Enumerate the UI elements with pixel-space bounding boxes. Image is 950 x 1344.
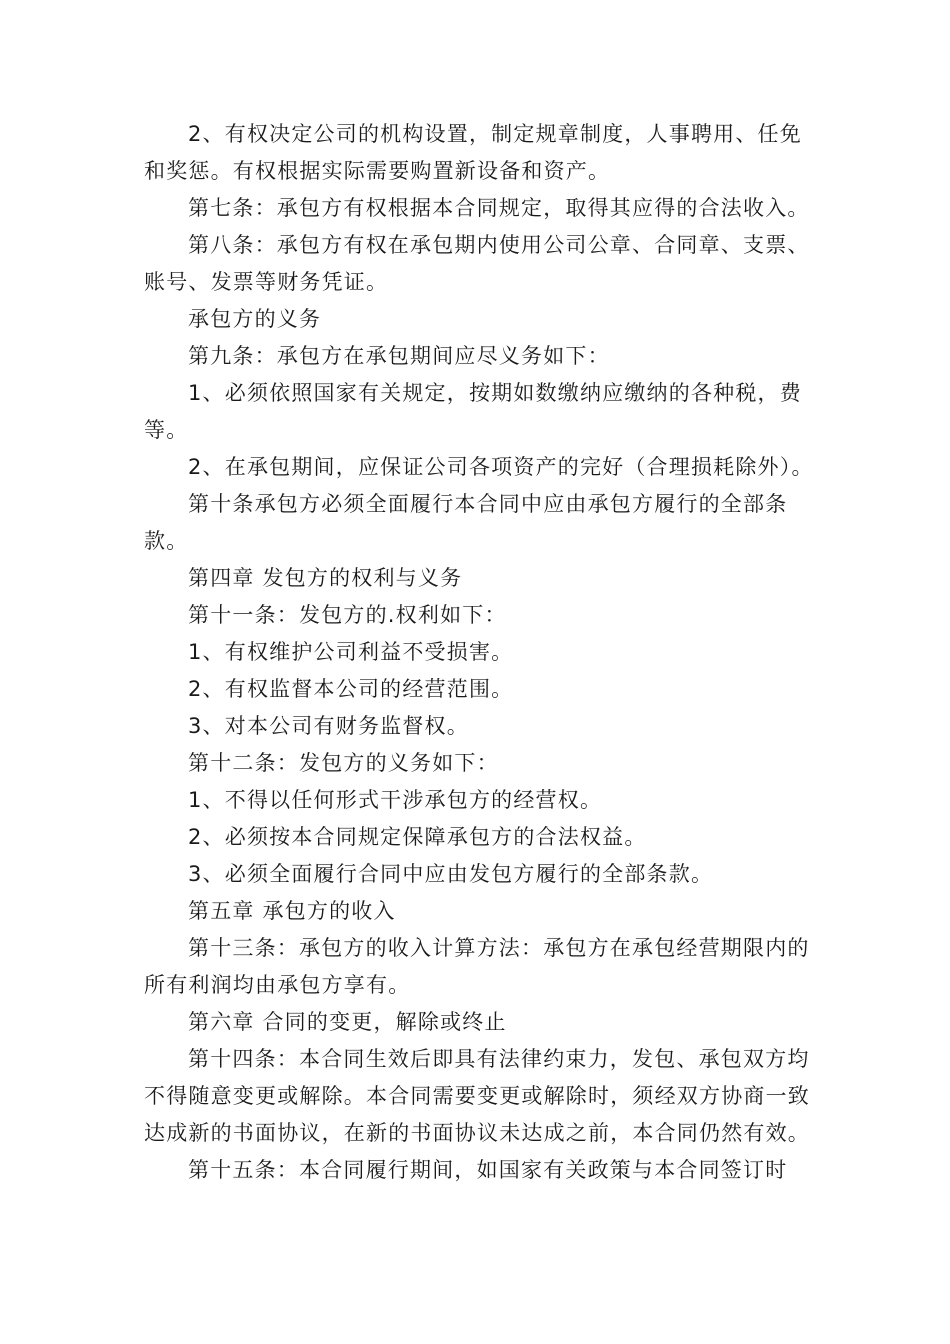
paragraph-article-8: 第八条：承包方有权在承包期内使用公司公章、合同章、支票、账号、发票等财务凭证。 bbox=[144, 233, 810, 294]
section-heading-contractor-obligations: 承包方的义务 bbox=[188, 307, 322, 331]
paragraph-article-7: 第七条：承包方有权根据本合同规定，取得其应得的合法收入。 bbox=[188, 196, 810, 220]
paragraph-article-14: 第十四条：本合同生效后即具有法律约束力，发包、承包双方均不得随意变更或解除。本合同需要变更或解除时，须经双方协商一致达成新的书面协议，在新的书面协议未达成之前，本合同仍然有效。 bbox=[144, 1047, 810, 1145]
paragraph-article-9-item-1: 1、必须依照国家有关规定，按期如数缴纳应缴纳的各种税，费等。 bbox=[144, 381, 802, 442]
paragraph-article-12-item-2: 2、必须按本合同规定保障承包方的合法权益。 bbox=[188, 825, 647, 849]
paragraph-clause-6-item-2: 2、有权决定公司的机构设置，制定规章制度，人事聘用、任免和奖惩。有权根据实际需要购置新设备和资产。 bbox=[144, 122, 802, 183]
paragraph-article-11-item-3: 3、对本公司有财务监督权。 bbox=[188, 714, 469, 738]
paragraph-article-10: 第十条承包方必须全面履行本合同中应由承包方履行的全部条款。 bbox=[144, 492, 788, 553]
paragraph-article-12: 第十二条：发包方的义务如下： bbox=[188, 751, 499, 775]
paragraph-article-9: 第九条：承包方在承包期间应尽义务如下： bbox=[188, 344, 610, 368]
paragraph-article-9-item-2: 2、在承包期间，应保证公司各项资产的完好（合理损耗除外）。 bbox=[188, 455, 814, 479]
chapter-heading-6: 第六章 合同的变更，解除或终止 bbox=[188, 1010, 507, 1034]
paragraph-article-15: 第十五条：本合同履行期间，如国家有关政策与本合同签订时 bbox=[188, 1158, 788, 1182]
paragraph-article-12-item-1: 1、不得以任何形式干涉承包方的经营权。 bbox=[188, 788, 603, 812]
document-body bbox=[144, 116, 824, 1189]
chapter-heading-5: 第五章 承包方的收入 bbox=[188, 899, 396, 923]
paragraph-article-11: 第十一条：发包方的.权利如下： bbox=[188, 603, 507, 627]
paragraph-article-11-item-1: 1、有权维护公司利益不受损害。 bbox=[188, 640, 514, 664]
paragraph-article-13: 第十三条：承包方的收入计算方法：承包方在承包经营期限内的所有利润均由承包方享有。 bbox=[144, 936, 810, 997]
paragraph-article-12-item-3: 3、必须全面履行合同中应由发包方履行的全部条款。 bbox=[188, 862, 714, 886]
paragraph-article-11-item-2: 2、有权监督本公司的经营范围。 bbox=[188, 677, 514, 701]
chapter-heading-4: 第四章 发包方的权利与义务 bbox=[188, 566, 463, 590]
